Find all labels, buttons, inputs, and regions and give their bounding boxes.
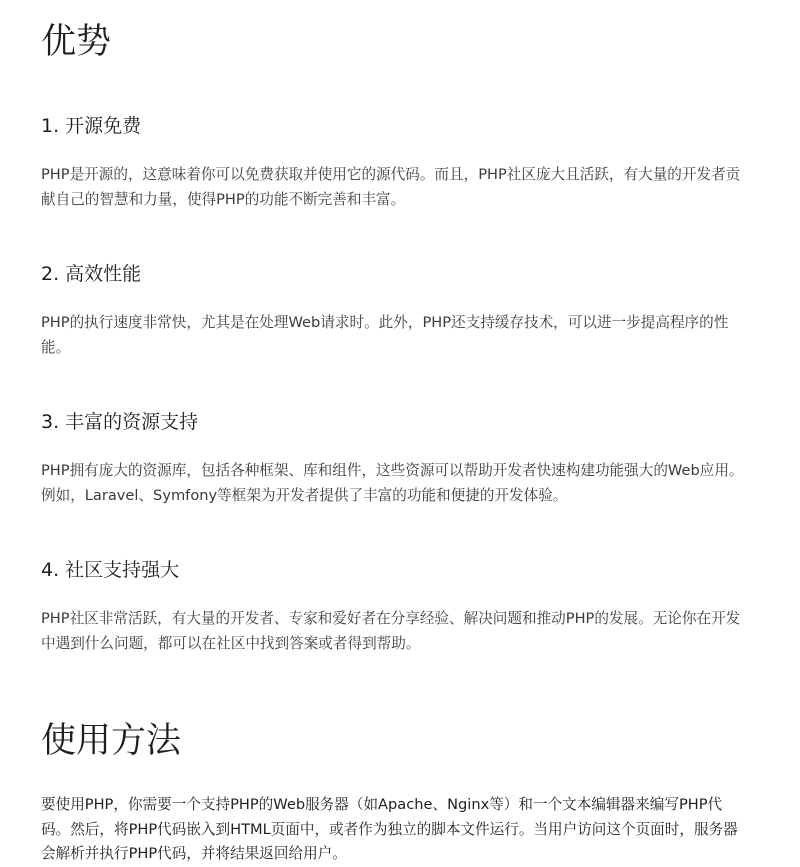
advantage-heading-resources: 3. 丰富的资源支持 <box>41 411 199 433</box>
advantage-heading-performance: 2. 高效性能 <box>41 263 142 285</box>
usage-text: 要使用PHP，你需要一个支持PHP的Web服务器（如Apache、Nginx等）和一个文本编辑器来编写PHP代码。然后，将PHP代码嵌入到HTML页面中，或者作为独立的脚本文件运行。当用户访问这个页面时，服务器会解析并执行PHP代码，并将结果返回给用户。 <box>41 796 738 862</box>
advantage-text-resources: PHP拥有庞大的资源库，包括各种框架、库和组件，这些资源可以帮助开发者快速构建功能强大的Web应用。例如，Laravel、Symfony等框架为开发者提供了丰富的功能和便捷的开发体验。 <box>41 462 744 504</box>
advantage-text-community: PHP社区非常活跃，有大量的开发者、专家和爱好者在分享经验、解决问题和推动PHP的发展。无论你在开发中遇到什么问题，都可以在社区中找到答案或者得到帮助。 <box>41 610 741 652</box>
advantage-text-performance: PHP的执行速度非常快，尤其是在处理Web请求时。此外，PHP还支持缓存技术，可以进一步提高程序的性能。 <box>41 314 729 356</box>
advantage-heading-open-source: 1. 开源免费 <box>41 115 142 137</box>
advantages-heading: 优势 <box>41 22 112 62</box>
usage-heading: 使用方法 <box>41 721 182 761</box>
advantage-heading-community: 4. 社区支持强大 <box>41 559 180 581</box>
advantage-text-open-source: PHP是开源的，这意味着你可以免费获取并使用它的源代码。而且，PHP社区庞大且活跃，有大量的开发者贡献自己的智慧和力量，使得PHP的功能不断完善和丰富。 <box>41 166 741 208</box>
